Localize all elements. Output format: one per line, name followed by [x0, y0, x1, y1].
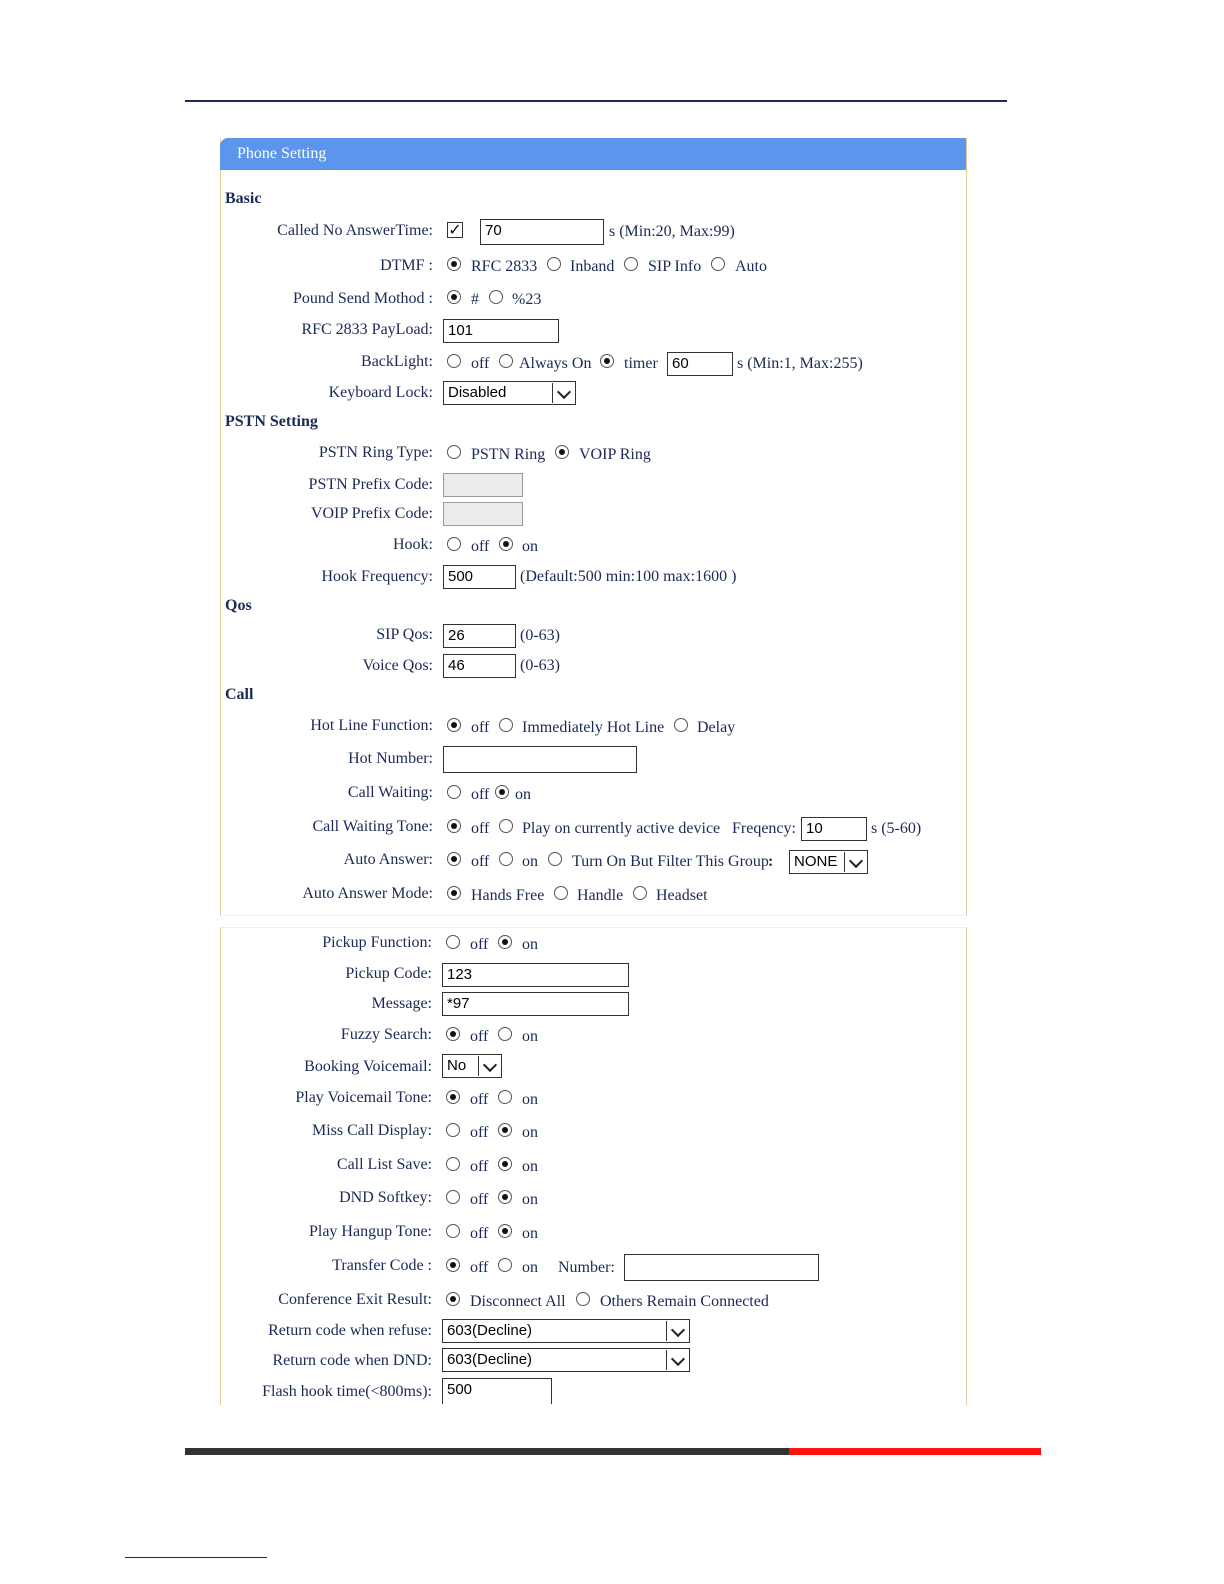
pickup-code-label: Pickup Code: — [345, 965, 432, 982]
pound-label: Pound Send Mothod : — [292, 290, 433, 307]
top-rule — [185, 100, 1007, 102]
cw-tone-play-radio[interactable] — [499, 819, 513, 833]
footer-bar-accent — [789, 1448, 1041, 1455]
freq-input[interactable]: 10 — [801, 817, 867, 841]
backlight-off-radio[interactable] — [447, 354, 461, 368]
auto-answer-off-radio[interactable] — [447, 852, 461, 866]
freq-label: Freqency: — [732, 820, 796, 837]
vm-tone-opt: off — [470, 1091, 489, 1108]
hangup-on-radio[interactable] — [498, 1224, 512, 1238]
vm-tone-label: Play Voicemail Tone: — [295, 1089, 432, 1106]
voip-prefix-input[interactable] — [443, 502, 523, 526]
auto-answer-mode-label: Auto Answer Mode: — [302, 885, 433, 902]
refuse-select[interactable] — [442, 1319, 690, 1343]
vm-tone-off-radio[interactable] — [446, 1090, 460, 1104]
auto-answer-opt: on — [522, 853, 538, 870]
pound-opt: %23 — [512, 291, 542, 308]
sip-qos-label: SIP Qos: — [376, 626, 433, 643]
chevron-down-icon — [552, 383, 574, 403]
hotline-opt: off — [471, 719, 490, 736]
section-call: Call — [225, 686, 254, 703]
voice-qos-label: Voice Qos: — [362, 657, 433, 674]
fuzzy-opt: on — [522, 1028, 538, 1045]
fuzzy-on-radio[interactable] — [498, 1027, 512, 1041]
dnd-code-select[interactable] — [442, 1348, 690, 1372]
conf-disconnect-radio[interactable] — [446, 1292, 460, 1306]
pstn-prefix-label: PSTN Prefix Code: — [308, 476, 433, 493]
auto-answer-group-value: NONE — [794, 853, 838, 870]
hook-on-radio[interactable] — [499, 537, 513, 551]
dnd-opt: on — [522, 1191, 538, 1208]
vm-tone-opt: on — [522, 1091, 538, 1108]
dtmf-auto-radio[interactable] — [711, 257, 725, 271]
cw-tone-label: Call Waiting Tone: — [312, 818, 433, 835]
called-no-answer-hint: s (Min:20, Max:99) — [609, 223, 735, 240]
list-save-opt: off — [470, 1158, 489, 1175]
hook-freq-hint: (Default:500 min:100 max:1600 ) — [520, 568, 737, 585]
transfer-opt: off — [470, 1259, 489, 1276]
mode-handsfree-radio[interactable] — [447, 886, 461, 900]
hotline-label: Hot Line Function: — [310, 717, 433, 734]
hangup-opt: off — [470, 1225, 489, 1242]
footer-bar — [185, 1448, 789, 1455]
booking-label: Booking Voicemail: — [304, 1058, 432, 1075]
mode-opt: Handle — [577, 887, 624, 904]
auto-answer-group-select[interactable] — [789, 850, 868, 874]
pound-opt: # — [471, 291, 479, 308]
keyboard-lock-label: Keyboard Lock: — [328, 384, 433, 401]
chevron-down-icon — [666, 1350, 688, 1370]
dnd-code-value: 603(Decline) — [447, 1351, 533, 1368]
call-waiting-opt: on — [515, 786, 531, 803]
ring-opt: PSTN Ring — [471, 446, 546, 463]
dnd-opt: off — [470, 1191, 489, 1208]
fuzzy-off-radio[interactable] — [446, 1027, 460, 1041]
hangup-opt: on — [522, 1225, 538, 1242]
hook-opt: off — [471, 538, 490, 555]
voip-prefix-label: VOIP Prefix Code: — [310, 505, 433, 522]
pound-hash-radio[interactable] — [447, 290, 461, 304]
mode-opt: Headset — [656, 887, 708, 904]
hotline-immediate-radio[interactable] — [499, 718, 513, 732]
hotline-delay-radio[interactable] — [674, 718, 688, 732]
transfer-number-input[interactable] — [624, 1254, 819, 1281]
hook-freq-input[interactable]: 500 — [443, 565, 516, 589]
transfer-number-label: Number: — [558, 1259, 615, 1276]
hot-number-input[interactable] — [443, 746, 637, 773]
dtmf-opt: SIP Info — [648, 258, 702, 275]
hot-number-label: Hot Number: — [348, 750, 433, 767]
keyboard-lock-value: Disabled — [448, 384, 507, 401]
fuzzy-opt: off — [470, 1028, 489, 1045]
footnote-rule — [125, 1557, 267, 1558]
conf-remain-radio[interactable] — [576, 1292, 590, 1306]
page-title: Phone Setting — [237, 145, 327, 162]
miss-on-radio[interactable] — [498, 1123, 512, 1137]
auto-answer-opt: Turn On But Filter This Group — [572, 853, 769, 870]
dnd-on-radio[interactable] — [498, 1190, 512, 1204]
pickup-opt: off — [470, 936, 489, 953]
sip-qos-input[interactable]: 26 — [443, 624, 516, 648]
conf-opt: Disconnect All — [470, 1293, 566, 1310]
fuzzy-label: Fuzzy Search: — [340, 1026, 432, 1043]
dnd-off-radio[interactable] — [446, 1190, 460, 1204]
backlight-timer-radio[interactable] — [600, 354, 614, 368]
transfer-off-radio[interactable] — [446, 1258, 460, 1272]
list-save-label: Call List Save: — [336, 1156, 432, 1173]
backlight-opt: timer — [624, 355, 658, 372]
hook-opt: on — [522, 538, 538, 555]
pstn-prefix-input[interactable] — [443, 473, 523, 497]
dtmf-inband-radio[interactable] — [547, 257, 561, 271]
hangup-label: Play Hangup Tone: — [308, 1223, 432, 1240]
ring-pstn-radio[interactable] — [447, 445, 461, 459]
miss-off-radio[interactable] — [446, 1123, 460, 1137]
cw-tone-off-radio[interactable] — [447, 819, 461, 833]
hook-label: Hook: — [393, 536, 433, 553]
pickup-label: Pickup Function: — [322, 934, 432, 951]
ring-voip-radio[interactable] — [555, 445, 569, 459]
ring-type-label: PSTN Ring Type: — [318, 444, 433, 461]
backlight-alwayson-radio[interactable] — [499, 354, 513, 368]
section-qos: Qos — [225, 597, 252, 614]
booking-value: No — [447, 1057, 467, 1074]
refuse-label: Return code when refuse: — [268, 1322, 432, 1339]
keyboard-lock-select[interactable] — [443, 381, 576, 405]
hotline-off-radio[interactable] — [447, 718, 461, 732]
booking-select[interactable] — [442, 1054, 502, 1078]
message-label: Message: — [371, 995, 432, 1012]
rfc-payload-label: RFC 2833 PayLoad: — [301, 321, 433, 338]
ring-opt: VOIP Ring — [579, 446, 651, 463]
backlight-opt: off — [471, 355, 490, 372]
pickup-on-radio[interactable] — [498, 935, 512, 949]
freq-hint: s (5-60) — [871, 820, 922, 837]
list-save-opt: on — [522, 1158, 538, 1175]
pound-23-radio[interactable] — [489, 290, 503, 304]
auto-answer-on-radio[interactable] — [499, 852, 513, 866]
dtmf-label: DTMF : — [380, 257, 433, 274]
cw-tone-opt: Play on currently active device — [522, 820, 721, 837]
vm-tone-on-radio[interactable] — [498, 1090, 512, 1104]
auto-answer-opt: off — [471, 853, 490, 870]
dnd-label: DND Softkey: — [339, 1189, 432, 1206]
call-waiting-label: Call Waiting: — [347, 784, 433, 801]
miss-opt: off — [470, 1124, 489, 1141]
dnd-code-label: Return code when DND: — [272, 1352, 432, 1369]
hook-freq-label: Hook Frequency: — [321, 568, 433, 585]
conf-label: Conference Exit Result: — [278, 1291, 432, 1308]
backlight-opt: Always On — [519, 355, 592, 372]
called-no-answer-checkbox[interactable]: ✓ — [448, 220, 462, 239]
transfer-label: Transfer Code : — [332, 1257, 432, 1274]
hook-off-radio[interactable] — [447, 537, 461, 551]
hotline-opt: Immediately Hot Line — [522, 719, 665, 736]
chevron-down-icon — [478, 1056, 500, 1076]
hotline-opt: Delay — [697, 719, 736, 736]
flash-input[interactable]: 500 — [442, 1378, 552, 1404]
voice-qos-hint: (0-63) — [520, 657, 560, 674]
called-no-answer-label: Called No AnswerTime: — [277, 222, 433, 239]
call-waiting-opt: off — [471, 786, 490, 803]
dtmf-opt: Inband — [570, 258, 615, 275]
dtmf-sipinfo-radio[interactable] — [624, 257, 638, 271]
section-basic: Basic — [225, 190, 262, 207]
call-waiting-on-radio[interactable] — [495, 785, 509, 799]
mode-opt: Hands Free — [471, 887, 545, 904]
rfc-payload-input[interactable]: 101 — [443, 319, 559, 343]
voice-qos-input[interactable]: 46 — [443, 654, 516, 678]
transfer-opt: on — [522, 1259, 538, 1276]
section-pstn: PSTN Setting — [225, 413, 318, 430]
backlight-label: BackLight: — [361, 353, 433, 370]
conf-opt: Others Remain Connected — [600, 1293, 769, 1310]
backlight-hint: s (Min:1, Max:255) — [737, 355, 863, 372]
miss-opt: on — [522, 1124, 538, 1141]
dtmf-opt: Auto — [735, 258, 767, 275]
auto-answer-label: Auto Answer: — [343, 851, 433, 868]
chevron-down-icon — [666, 1321, 688, 1341]
chevron-down-icon — [844, 852, 866, 872]
sip-qos-hint: (0-63) — [520, 627, 560, 644]
dtmf-rfc2833-radio[interactable] — [447, 257, 461, 271]
cw-tone-opt: off — [471, 820, 490, 837]
transfer-on-radio[interactable] — [498, 1258, 512, 1272]
pickup-off-radio[interactable] — [446, 935, 460, 949]
pickup-code-input[interactable]: 123 — [442, 963, 629, 987]
mode-handle-radio[interactable] — [554, 886, 568, 900]
call-waiting-off-radio[interactable] — [447, 785, 461, 799]
backlight-timer-input[interactable]: 60 — [667, 352, 733, 376]
auto-answer-filter-radio[interactable] — [548, 852, 562, 866]
dtmf-opt: RFC 2833 — [471, 258, 538, 275]
hangup-off-radio[interactable] — [446, 1224, 460, 1238]
message-input[interactable]: *97 — [442, 992, 629, 1016]
panel-header — [220, 138, 966, 170]
called-no-answer-input[interactable]: 70 — [480, 219, 604, 245]
miss-label: Miss Call Display: — [311, 1122, 432, 1139]
pickup-opt: on — [522, 936, 538, 953]
auto-answer-colon: : — [768, 853, 774, 870]
refuse-value: 603(Decline) — [447, 1322, 533, 1339]
flash-label: Flash hook time(<800ms): — [262, 1383, 432, 1400]
mode-headset-radio[interactable] — [633, 886, 647, 900]
list-save-off-radio[interactable] — [446, 1157, 460, 1171]
list-save-on-radio[interactable] — [498, 1157, 512, 1171]
